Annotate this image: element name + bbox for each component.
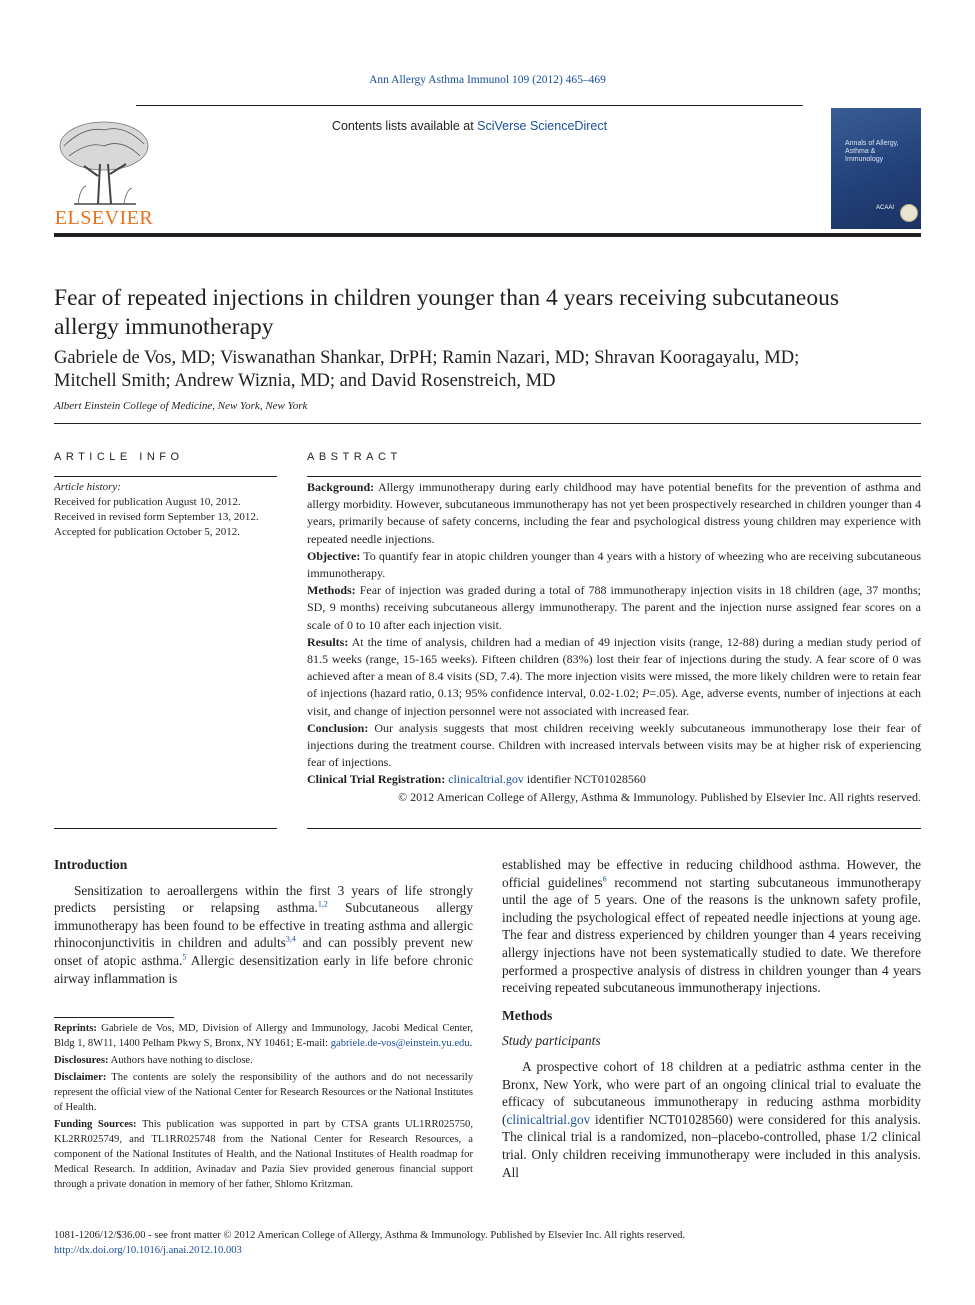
article-info-rule [54,476,277,477]
authors-line-1: Gabriele de Vos, MD; Viswanathan Shankar, DrPH; Ramin Nazari, MD; Shravan Kooragayalu, MD; [54,348,800,368]
article-history [54,480,277,540]
ref-1-2[interactable]: 1,2 [317,899,328,909]
abstract-background: Background: Allergy immunotherapy during early childhood may have potential benefits for the prevention of asthma and allergy morbidity. However, subcutaneous immunotherapy has not yet been prospectively researched in children younger than 4 years, primarily because of safety concerns, including the fear and psychological distress young children may experience with repeated needle injections. [307,480,922,546]
ref-5[interactable]: 5 [182,952,187,962]
accepted-date: Accepted for publication October 5, 2012. [54,526,241,538]
title-divider [54,423,921,424]
footnotes [54,1021,473,1194]
footnote-disclosures: Disclosures: Authors have nothing to disclose. [54,1055,253,1066]
author-list [54,347,934,393]
footnote-reprints: Reprints: Gabriele de Vos, MD, Division of Allergy and Immunology, Jacobi Medical Center, Bldg 1, 8W11, 1400 Pelham Pkwy S, Bronx, NY 10461; E-mail: gabriele.de-vos@einstein.yu.edu. [54,1023,473,1049]
authors-line-2: Mitchell Smith; Andrew Wiznia, MD; and David Rosenstreich, MD [54,371,556,391]
methods-paragraph: A prospective cohort of 18 children at a pediatric asthma center in the Bronx, New York, who were part of an ongoing clinical trial to evaluate the efficacy of subcutaneous immunotherapy in reducing asthma morbidity (clinicaltrial.gov identifier NCT01028560) were considered for this analysis. The clinical trial is a randomized, non–placebo-controlled, phase 1/2 clinical trial. Only children receiving immunotherapy were included in this analysis. All [502,1058,921,1180]
ref-6[interactable]: 6 [602,874,607,884]
received-date: Received for publication August 10, 2012. [54,496,241,508]
introduction-heading: Introduction [54,857,128,872]
ref-3-4[interactable]: 3,4 [285,934,296,944]
header-divider [136,105,803,106]
elsevier-wordmark: ELSEVIER [54,207,154,229]
abstract-heading: ABSTRACT [307,451,402,463]
revised-date: Received in revised form September 13, 2012. [54,511,259,523]
abstract-objective: Objective: To quantify fear in atopic children younger than 4 years with a history of wheezing who are receiving subcutaneous immunotherapy. [307,548,921,581]
footnote-disclaimer: Disclaimer: The contents are solely the responsibility of the authors and do not necessarily represent the official view of the National Center for Research Resources or the National Institutes of Health. [54,1072,473,1113]
footnote-rule [54,1017,174,1018]
abstract-conclusion: Conclusion: Our analysis suggests that most children receiving weekly subcutaneous immunotherapy lose their fear of injections during the treatment course. Children with increased intervals between visits may be at higher risk of experiencing fear of injections. [307,720,921,770]
cover-seal-icon [900,204,918,222]
abstract-trial-registration: Clinical Trial Registration: clinicaltrial.gov identifier NCT01028560 [307,772,646,787]
abstract-copyright: © 2012 American College of Allergy, Asthma & Immunology. Published by Elsevier Inc. All rights reserved. [398,789,921,804]
study-participants-heading: Study participants [502,1033,601,1049]
body-column-left [54,856,473,987]
intro-paragraph: Sensitization to aeroallergens within the first 3 years of life strongly predicts persisting or relapsing asthma.$^{1,2}$ Subcutaneous allergy immunotherapy has been found to be effective in treating asthma and allergic rhinoconjunctivitis in children and adults$^{3,4}$ and can possibly prevent new onset of atopic asthma.$^5$ Allergic desensitization early in life before chronic airway inflammation is [54,882,473,986]
methods-heading: Methods [502,1007,553,1023]
doi-link[interactable]: http://dx.doi.org/10.1016/j.anai.2012.10.003 [54,1245,242,1256]
cover-badge: ACAAI [876,205,895,211]
cover-title: Annals of Allergy, Asthma & Immunology [845,140,899,163]
intro-continued-paragraph: established may be effective in reducing childhood asthma. However, the official guidelines$^6$ recommend not starting subcutaneous immunotherapy until the age of 5 years. One of the reasons is the unknown safety profile, including the psychological effect of repeated needle injections at young age. The fear and distress experienced by children younger than 4 years receiving allergy injections have not been systematically studied to date. We therefore performed a prospective analysis of distress in children younger than 4 years receiving repeated subcutaneous immunotherapy injections. [502,857,921,996]
methods-clinicaltrial-link[interactable]: clinicaltrial.gov [506,1111,591,1127]
abstract-methods: Methods: Fear of injection was graded during a total of 788 immunotherapy injection visits in 18 children (age, 37 months; SD, 9 months) receiving subcutaneous allergy immunotherapy. The parent and the injection nurse assigned fear scores on a scale of 0 to 10 after each injection visit. [307,583,921,632]
abstract-rule [307,476,921,477]
clinicaltrial-link[interactable]: clinicaltrial.gov [448,772,524,787]
footer-copyright: 1081-1206/12/$36.00 - see front matter © 2012 American College of Allergy, Asthma & Immunology. Published by Elsevier Inc. All rights reserved. [54,1230,686,1241]
abstract-bottom-rule [307,828,921,829]
footnote-funding: Funding Sources: This publication was supported in part by CTSA grants UL1RR025750, KL2RR025749, and TL1RR025748 from the National Center for Research Resources, a component of the National Institutes of Health, and the National Institutes of Health roadmap for Medical Research. In addition, Avinadav and Pazia Siev provided generous financial support through a private donation in memory of her father, Shlomo Kritzman. [54,1119,473,1190]
abstract-body [307,479,921,806]
history-label: Article history: [54,481,121,493]
abstract-results: Results: At the time of analysis, children had a median of 49 injection visits (range, 12-88) during a median study period of 81.5 weeks (range, 15-165 weeks). Fifteen children (83%) lost their fear of injections during the study. A fear score of 0 was achieved after a mean of 8.4 visits (SD, 7.4). The more injection visits were missed, the more likely children were to retain fear of injections (hazard ratio, 0.13; 95% confidence interval, 0.02-1.02; P=.05). Age, adverse events, number of injections at each visit, and change of injection personnel were not associated with increased fear. [307,634,922,718]
author-email-link[interactable]: gabriele.de-vos@einstein.yu.edu [330,1038,470,1049]
sciencedirect-link[interactable]: SciVerse ScienceDirect [477,119,608,133]
journal-reference[interactable]: Ann Allergy Asthma Immunol 109 (2012) 465–469 [369,74,606,86]
article-info-heading: ARTICLE INFO [54,451,184,463]
article-info-bottom-rule [54,828,277,829]
page-footer [54,1228,921,1258]
affiliation: Albert Einstein College of Medicine, New York, New York [54,400,308,412]
contents-line: Contents lists available at SciVerse ScienceDirect [331,119,608,133]
article-title: Fear of repeated injections in children younger than 4 years receiving subcutaneous allergy immunotherapy [54,285,840,340]
header-thick-rule [54,233,921,237]
body-column-right [502,856,921,1181]
